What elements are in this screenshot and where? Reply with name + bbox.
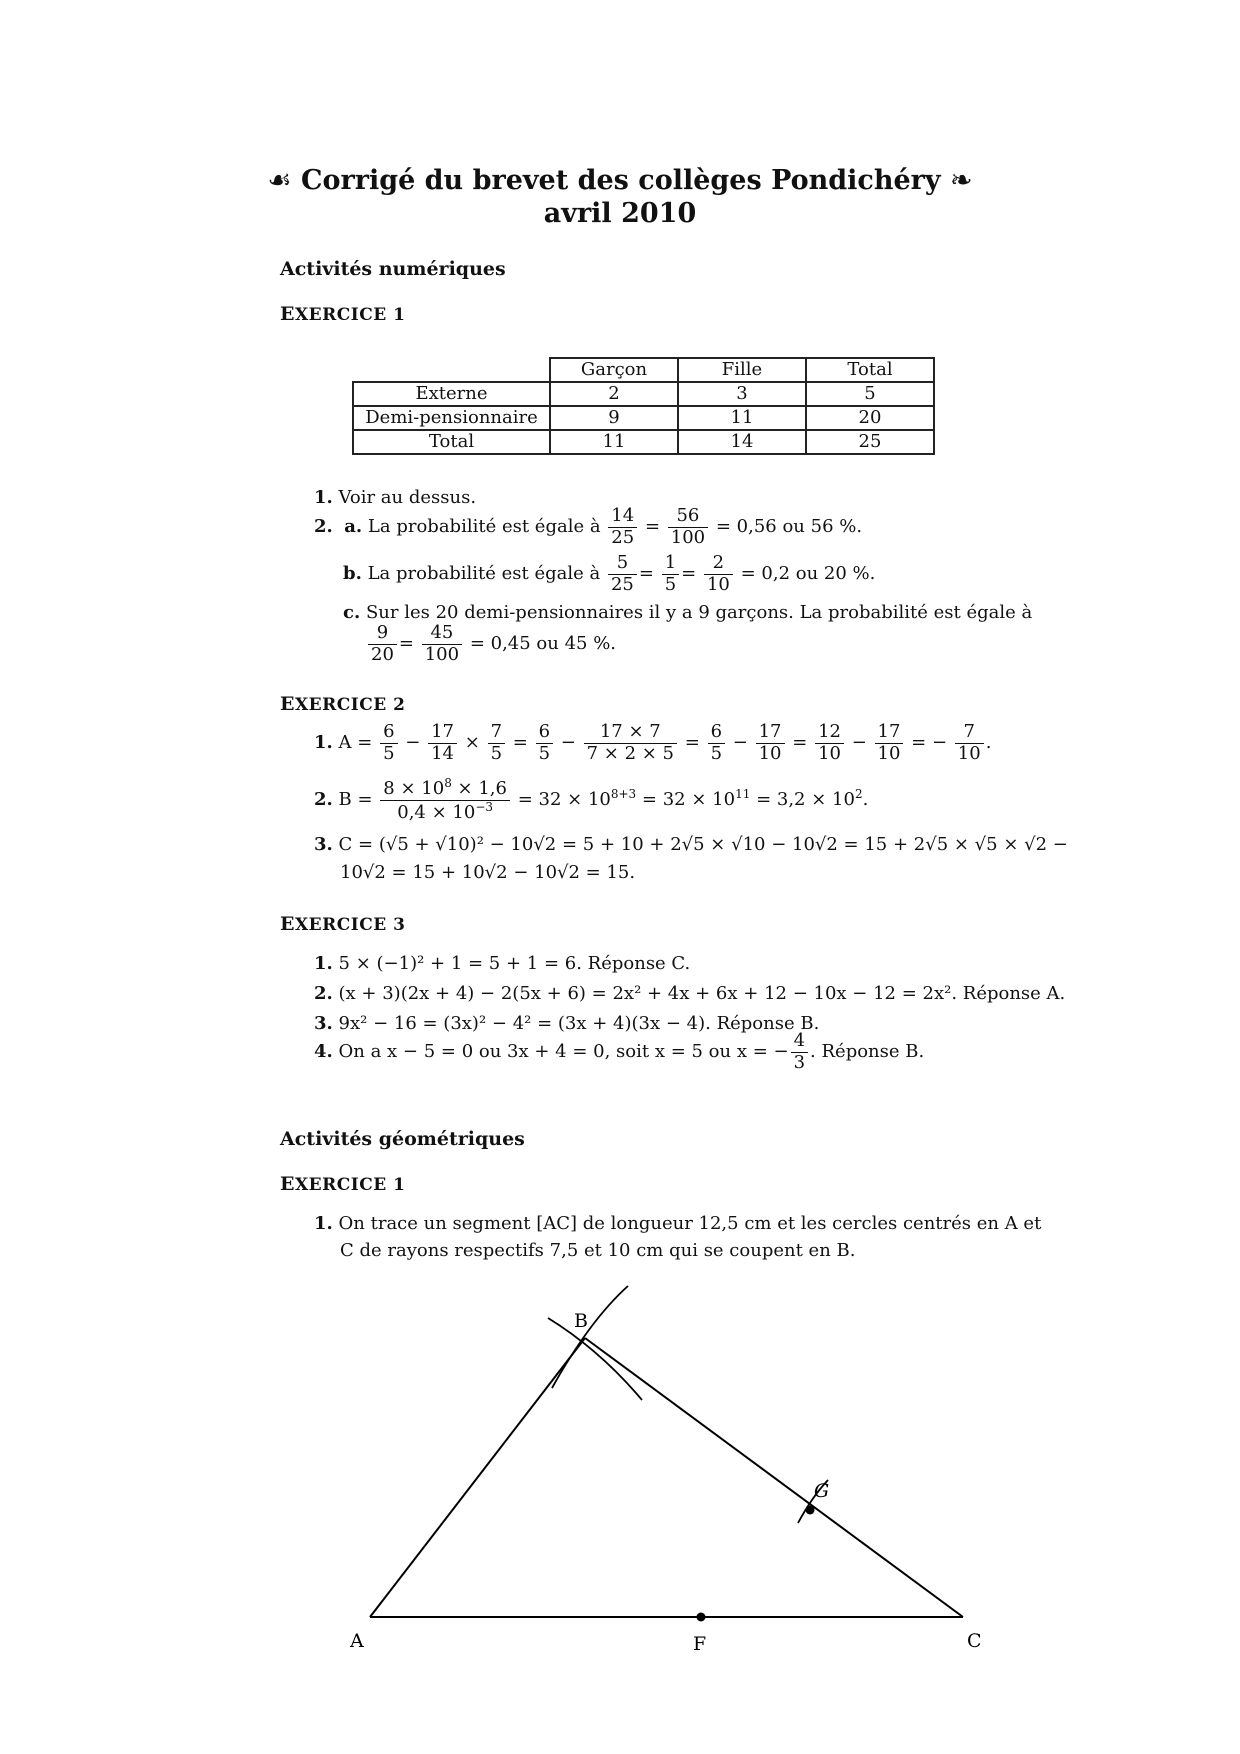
geo-exercise-1-heading: EXERCICE 1 [280,1173,406,1195]
fraction: $\frac{45}{100}$ [422,623,462,665]
fraction: $\frac{56}{100}$ [668,506,708,548]
ex1-q2c: c. Sur les 20 demi-pensionnaires il y a 9 garçons. La probabilité est égale à [343,602,1033,623]
ex1-q1: 1. Voir au dessus. [314,487,477,508]
fraction: $\frac{17}{10}$ [756,722,785,764]
ex2-q1: 1. A = $\frac{6}{5}$ − $\frac{17}{14}$ × $\frac{7}{5}$ = $\frac{6}{5}$ − $\frac{17 \times 7}{7 \times 2 \times 5}$ = $\frac{6}{5}$ − $\frac{17}{10}$ = $\frac{12}{10}$ − $\frac{17}{10}$ = − $\frac{7}{10}$ . [314,721,992,764]
fraction: $\frac{9}{20}$ [368,623,397,665]
table-cell: 25 [806,430,934,454]
point-f [697,1613,706,1622]
table-cell: 14 [678,430,806,454]
exercise-3-heading: EXERCICE 3 [280,913,406,935]
fraction: $\frac{12}{10}$ [815,722,844,764]
label-c: C [967,1630,982,1652]
table-header: Fille [678,358,806,382]
fraction: $\frac{17 \times 7}{7 \times 2 \times 5}$ [584,722,677,764]
label-b: B [574,1310,588,1332]
geo-q1-line2: C de rayons respectifs 7,5 et 10 cm qui se coupent en B. [340,1240,856,1261]
exercise-2-heading: EXERCICE 2 [280,693,406,715]
fraction: $\frac{7}{10}$ [955,722,984,764]
title-text: Corrigé du brevet des collèges Pondichéry [301,165,941,196]
exercise-1-heading: EXERCICE 1 [280,303,406,325]
fraction: $\frac{1}{5}$ [662,553,679,595]
table-cell: 11 [678,406,806,430]
ex2-q2: 2. B = $\frac{8 \times 10^8 \times 1,6}{0,4 \times 10^{-3}}$ = $32 \times 10^{8+3} = 32 \times 10^{11} = 3,2 \times 10^2$. [314,776,869,823]
fraction: $\frac{6}{5}$ [380,722,397,764]
ex1-q2c-result: $\frac{9}{20}$ = $\frac{45}{100}$ = 0,45 ou 45 %. [366,623,616,665]
table-cell: 11 [550,430,678,454]
label-g: G [814,1480,830,1502]
page-subtitle: avril 2010 [543,198,697,229]
row-label: Total [353,430,550,454]
fraction: $\frac{6}{5}$ [708,722,725,764]
fraction: $\frac{2}{10}$ [704,553,733,595]
fraction: $\frac{5}{25}$ [608,553,637,595]
table-cell: 3 [678,382,806,406]
fraction: $\frac{7}{5}$ [488,722,505,764]
segment-bc [585,1338,963,1617]
ex3-q1: 1. 5 × (−1)² + 1 = 5 + 1 = 6. Réponse C. [314,953,691,974]
fraction: $\frac{17}{10}$ [875,722,904,764]
ex1-q2b: b. La probabilité est égale à $\frac{5}{25}$ = $\frac{1}{5}$ = $\frac{2}{10}$ = 0,2 ou 20 %. [343,552,876,595]
fraction: $\frac{4}{3}$ [791,1031,808,1073]
table-header: Total [806,358,934,382]
table-cell: 9 [550,406,678,430]
ornament-left-icon: ☙ [267,165,292,196]
table-cell: 5 [806,382,934,406]
section-heading-numeric: Activités numériques [280,258,506,280]
fraction: $\frac{14}{25}$ [608,506,637,548]
table-header: Garçon [550,358,678,382]
ornament-right-icon: ❧ [949,165,973,196]
ex3-q4: 4. On a x − 5 = 0 ou 3x + 4 = 0, soit x = 5 ou x = − $\frac{4}{3}$ . Réponse B. [314,1030,925,1073]
segment-ab [370,1338,585,1617]
point-g [806,1506,815,1515]
ex1-q2a: 2. a. La probabilité est égale à $\frac{14}{25}$ = $\frac{56}{100}$ = 0,56 ou 56 %. [314,505,863,548]
row-label: Demi-pensionnaire [353,406,550,430]
row-label: Externe [353,382,550,406]
fraction: $\frac{6}{5}$ [536,722,553,764]
label-a: A [350,1630,364,1652]
geo-q1-line1: 1. On trace un segment [AC] de longueur 12,5 cm et les cercles centrés en A et [314,1213,1042,1234]
arc-circle-c [548,1318,642,1400]
table-cell: 20 [806,406,934,430]
fraction: $\frac{17}{14}$ [428,722,457,764]
section-heading-geometric: Activités géométriques [280,1128,525,1150]
fraction: $\frac{8 \times 10^8 \times 1,6}{0,4 \times 10^{-3}}$ [380,777,510,823]
table-cell: 2 [550,382,678,406]
ex3-q3: 3. 9x² − 16 = (3x)² − 4² = (3x + 4)(3x − 4). Réponse B. [314,1013,820,1034]
ex2-q3-line2: 10√2 = 15 + 10√2 − 10√2 = 15. [340,862,636,883]
ex2-q3-line1: 3. C = (√5 + √10)² − 10√2 = 5 + 10 + 2√5 × √10 − 10√2 = 15 + 2√5 × √5 × √2 − [314,834,1068,855]
label-f: F [693,1633,707,1655]
ex3-q2: 2. (x + 3)(2x + 4) − 2(5x + 6) = 2x² + 4x + 6x + 12 − 10x − 12 = 2x². Réponse A. [314,983,1066,1004]
